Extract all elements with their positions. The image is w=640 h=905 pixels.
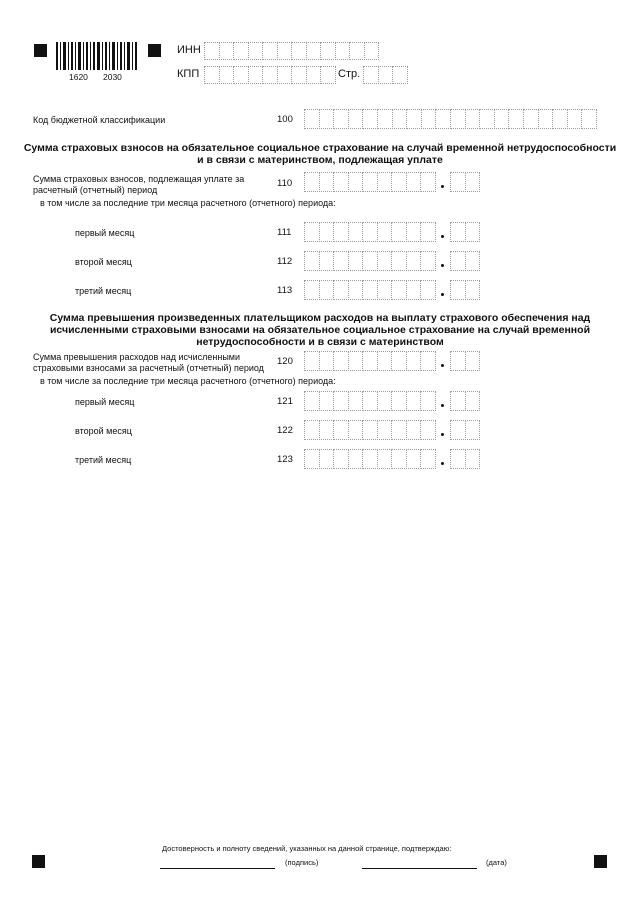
char-cell[interactable] xyxy=(304,251,320,271)
signature-label: (подпись) xyxy=(285,858,319,867)
char-cell[interactable] xyxy=(406,222,422,242)
char-cell[interactable] xyxy=(348,449,364,469)
section1-row3-int-field[interactable] xyxy=(304,280,435,300)
section1-row3-code: 113 xyxy=(277,285,293,296)
char-cell[interactable] xyxy=(377,251,393,271)
char-cell[interactable] xyxy=(494,109,510,129)
char-cell[interactable] xyxy=(233,66,249,84)
section2-subheading: в том числе за последние три месяца расчетного (отчетного) периода: xyxy=(40,376,336,386)
char-cell[interactable] xyxy=(450,280,466,300)
section2-total-int-field[interactable] xyxy=(304,351,435,371)
char-cell[interactable] xyxy=(420,449,436,469)
char-cell[interactable] xyxy=(333,109,349,129)
char-cell[interactable] xyxy=(304,351,320,371)
section2-row3-int-field[interactable] xyxy=(304,449,435,469)
section1-row1-code: 111 xyxy=(277,227,292,238)
char-cell[interactable] xyxy=(304,449,320,469)
section2-row1-dec-field[interactable] xyxy=(450,391,479,411)
section1-title-line2: и в связи с материнством, подлежащая уплате xyxy=(197,154,443,166)
char-cell[interactable] xyxy=(319,172,335,192)
section2-title-line3: нетрудоспособности и в связи с материнством xyxy=(196,336,444,348)
char-cell[interactable] xyxy=(320,42,336,60)
section2-total-label-line2: страховыми взносами за расчетный (отчетный) период xyxy=(33,363,264,373)
char-cell[interactable] xyxy=(435,109,451,129)
char-cell[interactable] xyxy=(538,109,554,129)
char-cell[interactable] xyxy=(333,391,349,411)
inn-field[interactable] xyxy=(204,42,378,60)
char-cell[interactable] xyxy=(420,351,436,371)
section1-total-code: 110 xyxy=(277,178,293,189)
char-cell[interactable] xyxy=(304,172,320,192)
char-cell[interactable] xyxy=(465,280,481,300)
char-cell[interactable] xyxy=(465,222,481,242)
char-cell[interactable] xyxy=(391,351,407,371)
char-cell[interactable] xyxy=(377,172,393,192)
char-cell[interactable] xyxy=(219,66,235,84)
char-cell[interactable] xyxy=(391,172,407,192)
footer-confirm-text: Достоверность и полноту сведений, указанных на данной странице, подтверждаю: xyxy=(162,844,452,853)
char-cell[interactable] xyxy=(465,391,481,411)
char-cell[interactable] xyxy=(406,449,422,469)
section2-row3-label: третий месяц xyxy=(75,455,132,465)
section1-row3-dec-field[interactable] xyxy=(450,280,479,300)
kpp-label: КПП xyxy=(177,68,200,80)
char-cell[interactable] xyxy=(378,66,394,84)
section2-total-dec-field[interactable] xyxy=(450,351,479,371)
char-cell[interactable] xyxy=(420,391,436,411)
char-cell[interactable] xyxy=(333,351,349,371)
char-cell[interactable] xyxy=(306,66,322,84)
char-cell[interactable] xyxy=(319,351,335,371)
char-cell[interactable] xyxy=(348,391,364,411)
char-cell[interactable] xyxy=(450,172,466,192)
char-cell[interactable] xyxy=(348,420,364,440)
char-cell[interactable] xyxy=(333,449,349,469)
kbk-field[interactable] xyxy=(304,109,596,129)
char-cell[interactable] xyxy=(508,109,524,129)
barcode xyxy=(56,42,138,70)
char-cell[interactable] xyxy=(262,42,278,60)
char-cell[interactable] xyxy=(333,420,349,440)
section1-row2-int-field[interactable] xyxy=(304,251,435,271)
char-cell[interactable] xyxy=(406,391,422,411)
section1-total-dec-field[interactable] xyxy=(450,172,479,192)
char-cell[interactable] xyxy=(362,280,378,300)
char-cell[interactable] xyxy=(420,420,436,440)
char-cell[interactable] xyxy=(233,42,249,60)
char-cell[interactable] xyxy=(420,251,436,271)
char-cell[interactable] xyxy=(377,391,393,411)
char-cell[interactable] xyxy=(391,391,407,411)
section2-row1-code: 121 xyxy=(277,396,293,407)
decimal-point xyxy=(441,293,444,296)
decimal-point xyxy=(441,235,444,238)
char-cell[interactable] xyxy=(319,449,335,469)
char-cell[interactable] xyxy=(391,251,407,271)
char-cell[interactable] xyxy=(348,109,364,129)
char-cell[interactable] xyxy=(392,109,408,129)
char-cell[interactable] xyxy=(377,420,393,440)
char-cell[interactable] xyxy=(391,449,407,469)
barcode-number-right: 2030 xyxy=(103,72,122,82)
decimal-point xyxy=(441,364,444,367)
char-cell[interactable] xyxy=(362,109,378,129)
char-cell[interactable] xyxy=(364,42,380,60)
signature-line[interactable] xyxy=(160,868,275,869)
barcode-bars xyxy=(56,42,138,70)
char-cell[interactable] xyxy=(320,66,336,84)
section1-total-label-line2: расчетный (отчетный) период xyxy=(33,185,158,195)
section2-row2-label: второй месяц xyxy=(75,426,132,436)
kpp-field[interactable] xyxy=(204,66,335,84)
decimal-point xyxy=(441,462,444,465)
char-cell[interactable] xyxy=(479,109,495,129)
corner-marker-bottom-right xyxy=(594,855,607,868)
char-cell[interactable] xyxy=(348,172,364,192)
char-cell[interactable] xyxy=(523,109,539,129)
char-cell[interactable] xyxy=(406,420,422,440)
char-cell[interactable] xyxy=(304,420,320,440)
char-cell[interactable] xyxy=(319,420,335,440)
char-cell[interactable] xyxy=(420,280,436,300)
char-cell[interactable] xyxy=(450,251,466,271)
char-cell[interactable] xyxy=(465,109,481,129)
char-cell[interactable] xyxy=(304,222,320,242)
char-cell[interactable] xyxy=(348,251,364,271)
char-cell[interactable] xyxy=(465,251,481,271)
decimal-point xyxy=(441,404,444,407)
date-label: (дата) xyxy=(486,858,507,867)
char-cell[interactable] xyxy=(391,420,407,440)
char-cell[interactable] xyxy=(377,280,393,300)
section2-row1-int-field[interactable] xyxy=(304,391,435,411)
char-cell[interactable] xyxy=(333,222,349,242)
char-cell[interactable] xyxy=(348,222,364,242)
char-cell[interactable] xyxy=(465,449,481,469)
char-cell[interactable] xyxy=(348,280,364,300)
corner-marker-top-center xyxy=(148,44,161,57)
char-cell[interactable] xyxy=(450,420,466,440)
char-cell[interactable] xyxy=(581,109,597,129)
char-cell[interactable] xyxy=(277,42,293,60)
section2-total-code: 120 xyxy=(277,356,293,367)
char-cell[interactable] xyxy=(391,280,407,300)
section1-title-line1: Сумма страховых взносов на обязательное социальное страхование на случай временной нетрудоспособности xyxy=(23,142,617,154)
barcode-number-left: 1620 xyxy=(69,72,88,82)
char-cell[interactable] xyxy=(335,42,351,60)
section2-title-line1: Сумма превышения произведенных плательщиком расходов на выплату страхового обеспечения над xyxy=(49,312,591,324)
section2-row2-code: 122 xyxy=(277,425,293,436)
char-cell[interactable] xyxy=(406,351,422,371)
char-cell[interactable] xyxy=(465,351,481,371)
char-cell[interactable] xyxy=(450,222,466,242)
corner-marker-bottom-left xyxy=(32,855,45,868)
section1-row1-dec-field[interactable] xyxy=(450,222,479,242)
section1-row2-label: второй месяц xyxy=(75,257,132,267)
decimal-point xyxy=(441,264,444,267)
char-cell[interactable] xyxy=(333,172,349,192)
char-cell[interactable] xyxy=(291,66,307,84)
char-cell[interactable] xyxy=(319,109,335,129)
char-cell[interactable] xyxy=(304,280,320,300)
section1-row3-label: третий месяц xyxy=(75,286,132,296)
char-cell[interactable] xyxy=(420,172,436,192)
char-cell[interactable] xyxy=(450,351,466,371)
char-cell[interactable] xyxy=(363,66,379,84)
char-cell[interactable] xyxy=(319,280,335,300)
char-cell[interactable] xyxy=(348,351,364,371)
char-cell[interactable] xyxy=(219,42,235,60)
char-cell[interactable] xyxy=(349,42,365,60)
char-cell[interactable] xyxy=(377,109,393,129)
char-cell[interactable] xyxy=(262,66,278,84)
kbk-label: Код бюджетной классификации xyxy=(33,115,166,125)
section2-row3-code: 123 xyxy=(277,454,293,465)
char-cell[interactable] xyxy=(362,172,378,192)
char-cell[interactable] xyxy=(391,222,407,242)
char-cell[interactable] xyxy=(319,391,335,411)
char-cell[interactable] xyxy=(377,351,393,371)
char-cell[interactable] xyxy=(319,251,335,271)
char-cell[interactable] xyxy=(450,449,466,469)
char-cell[interactable] xyxy=(406,172,422,192)
decimal-point xyxy=(441,185,444,188)
section1-row2-dec-field[interactable] xyxy=(450,251,479,271)
char-cell[interactable] xyxy=(406,251,422,271)
section1-total-int-field[interactable] xyxy=(304,172,435,192)
section2-row3-dec-field[interactable] xyxy=(450,449,479,469)
char-cell[interactable] xyxy=(277,66,293,84)
char-cell[interactable] xyxy=(204,66,220,84)
char-cell[interactable] xyxy=(362,420,378,440)
kbk-code: 100 xyxy=(277,114,293,125)
char-cell[interactable] xyxy=(465,172,481,192)
char-cell[interactable] xyxy=(304,391,320,411)
char-cell[interactable] xyxy=(377,222,393,242)
char-cell[interactable] xyxy=(406,109,422,129)
char-cell[interactable] xyxy=(420,222,436,242)
char-cell[interactable] xyxy=(377,449,393,469)
char-cell[interactable] xyxy=(291,42,307,60)
section2-row2-int-field[interactable] xyxy=(304,420,435,440)
section1-row1-int-field[interactable] xyxy=(304,222,435,242)
inn-label: ИНН xyxy=(177,44,201,56)
char-cell[interactable] xyxy=(248,42,264,60)
char-cell[interactable] xyxy=(406,280,422,300)
page-label: Стр. xyxy=(338,68,361,80)
corner-marker-top-left xyxy=(34,44,47,57)
section1-total-label-line1: Сумма страховых взносов, подлежащая уплате за xyxy=(33,174,245,184)
char-cell[interactable] xyxy=(552,109,568,129)
char-cell[interactable] xyxy=(392,66,408,84)
section1-row2-code: 112 xyxy=(277,256,293,267)
section1-row1-label: первый месяц xyxy=(75,228,135,238)
char-cell[interactable] xyxy=(319,222,335,242)
char-cell[interactable] xyxy=(306,42,322,60)
date-line[interactable] xyxy=(362,868,477,869)
page-number-field[interactable] xyxy=(363,66,407,84)
section2-row2-dec-field[interactable] xyxy=(450,420,479,440)
char-cell[interactable] xyxy=(362,222,378,242)
char-cell[interactable] xyxy=(450,391,466,411)
decimal-point xyxy=(441,433,444,436)
char-cell[interactable] xyxy=(304,109,320,129)
char-cell[interactable] xyxy=(362,391,378,411)
char-cell[interactable] xyxy=(465,420,481,440)
char-cell[interactable] xyxy=(362,449,378,469)
char-cell[interactable] xyxy=(204,42,220,60)
section1-subheading: в том числе за последние три месяца расчетного (отчетного) периода: xyxy=(40,198,336,208)
char-cell[interactable] xyxy=(567,109,583,129)
char-cell[interactable] xyxy=(333,280,349,300)
char-cell[interactable] xyxy=(362,251,378,271)
char-cell[interactable] xyxy=(248,66,264,84)
char-cell[interactable] xyxy=(362,351,378,371)
section2-title-line2: исчисленными страховыми взносами на обязательное социальное страхование на случай временной xyxy=(49,324,591,336)
section2-row1-label: первый месяц xyxy=(75,397,135,407)
section2-total-label-line1: Сумма превышения расходов над исчисленными xyxy=(33,352,241,362)
char-cell[interactable] xyxy=(421,109,437,129)
char-cell[interactable] xyxy=(450,109,466,129)
char-cell[interactable] xyxy=(333,251,349,271)
